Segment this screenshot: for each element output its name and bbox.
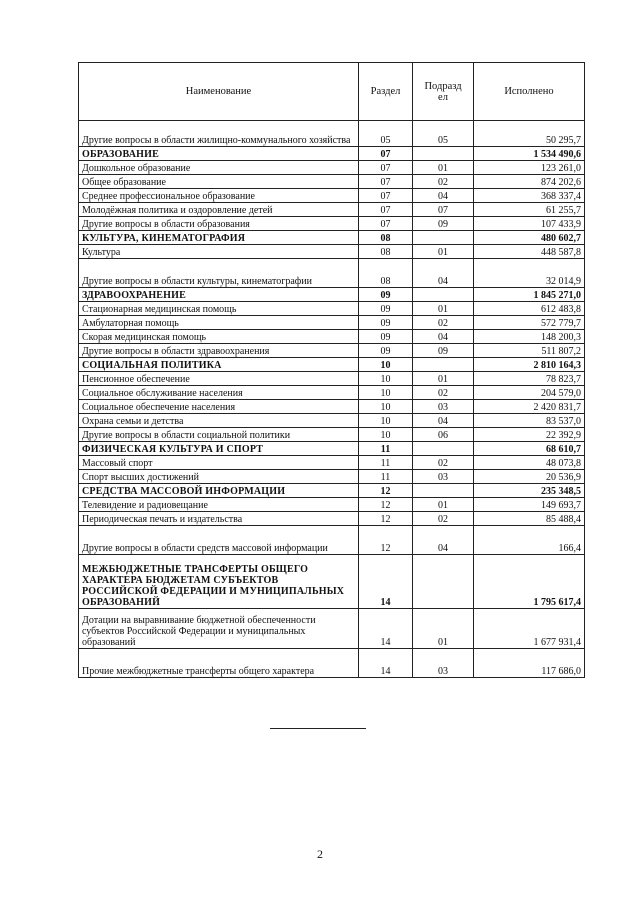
row-executed: 117 686,0 <box>474 649 585 678</box>
row-section: 08 <box>359 259 413 288</box>
header-executed: Исполнено <box>474 63 585 121</box>
row-name: Охрана семьи и детства <box>79 414 359 428</box>
row-subsection: 01 <box>413 302 474 316</box>
row-executed: 511 807,2 <box>474 344 585 358</box>
row-executed: 68 610,7 <box>474 442 585 456</box>
row-section: 07 <box>359 161 413 175</box>
header-subsection <box>413 63 474 121</box>
table-row <box>79 400 585 414</box>
row-executed: 61 255,7 <box>474 203 585 217</box>
row-subsection: 09 <box>413 344 474 358</box>
row-subsection <box>413 484 474 498</box>
table-row <box>79 358 585 372</box>
table-row <box>79 302 585 316</box>
row-name: Другие вопросы в области здравоохранения <box>79 344 359 358</box>
footer-separator-line <box>270 728 366 729</box>
row-subsection: 02 <box>413 316 474 330</box>
table-row <box>79 121 585 147</box>
row-section: 10 <box>359 386 413 400</box>
row-executed: 2 420 831,7 <box>474 400 585 414</box>
row-subsection <box>413 555 474 609</box>
row-executed: 107 433,9 <box>474 217 585 231</box>
row-executed: 32 014,9 <box>474 259 585 288</box>
table-row <box>79 231 585 245</box>
row-name: Другие вопросы в области образования <box>79 217 359 231</box>
row-subsection: 04 <box>413 330 474 344</box>
row-name: Социальное обслуживание населения <box>79 386 359 400</box>
header-section: Раздел <box>359 63 413 121</box>
row-name: Стационарная медицинская помощь <box>79 302 359 316</box>
row-subsection: 09 <box>413 217 474 231</box>
table-row <box>79 344 585 358</box>
header-name: Наименование <box>79 63 359 121</box>
row-subsection: 01 <box>413 372 474 386</box>
row-subsection: 02 <box>413 456 474 470</box>
table-row <box>79 414 585 428</box>
row-name: Скорая медицинская помощь <box>79 330 359 344</box>
row-name: СРЕДСТВА МАССОВОЙ ИНФОРМАЦИИ <box>79 484 359 498</box>
row-section: 10 <box>359 400 413 414</box>
row-section: 10 <box>359 358 413 372</box>
row-subsection: 07 <box>413 203 474 217</box>
page-number: 2 <box>317 847 323 861</box>
row-section: 12 <box>359 484 413 498</box>
table-row <box>79 330 585 344</box>
row-subsection: 04 <box>413 414 474 428</box>
budget-table <box>78 62 585 678</box>
row-name: МЕЖБЮДЖЕТНЫЕ ТРАНСФЕРТЫ ОБЩЕГО ХАРАКТЕРА БЮДЖЕТАМ СУБЪЕКТОВ РОССИЙСКОЙ ФЕДЕРАЦИИ И МУНИЦИПАЛЬНЫХ ОБРАЗОВАНИЙ <box>79 555 359 609</box>
row-section: 07 <box>359 175 413 189</box>
row-executed: 874 202,6 <box>474 175 585 189</box>
row-section: 12 <box>359 512 413 526</box>
row-name: КУЛЬТУРА, КИНЕМАТОГРАФИЯ <box>79 231 359 245</box>
row-name: ОБРАЗОВАНИЕ <box>79 147 359 161</box>
row-executed: 1 534 490,6 <box>474 147 585 161</box>
row-section: 14 <box>359 649 413 678</box>
row-executed: 48 073,8 <box>474 456 585 470</box>
row-subsection <box>413 288 474 302</box>
row-section: 14 <box>359 609 413 649</box>
row-executed: 22 392,9 <box>474 428 585 442</box>
row-section: 07 <box>359 147 413 161</box>
table-row <box>79 526 585 555</box>
row-executed: 2 810 164,3 <box>474 358 585 372</box>
row-name: Массовый спорт <box>79 456 359 470</box>
row-section: 10 <box>359 372 413 386</box>
table-row <box>79 161 585 175</box>
row-section: 11 <box>359 442 413 456</box>
row-name: Амбулаторная помощь <box>79 316 359 330</box>
row-section: 11 <box>359 456 413 470</box>
row-subsection: 01 <box>413 609 474 649</box>
row-subsection <box>413 358 474 372</box>
table-row <box>79 203 585 217</box>
row-executed: 1 795 617,4 <box>474 555 585 609</box>
row-section: 05 <box>359 121 413 147</box>
table-row <box>79 649 585 678</box>
row-subsection: 03 <box>413 470 474 484</box>
table-row <box>79 484 585 498</box>
row-executed: 480 602,7 <box>474 231 585 245</box>
row-executed: 78 823,7 <box>474 372 585 386</box>
row-section: 07 <box>359 203 413 217</box>
row-subsection: 01 <box>413 498 474 512</box>
row-section: 10 <box>359 428 413 442</box>
row-name: СОЦИАЛЬНАЯ ПОЛИТИКА <box>79 358 359 372</box>
table-row <box>79 175 585 189</box>
row-subsection: 01 <box>413 161 474 175</box>
row-executed: 166,4 <box>474 526 585 555</box>
row-subsection: 03 <box>413 649 474 678</box>
row-section: 14 <box>359 555 413 609</box>
table-row <box>79 316 585 330</box>
row-name: ЗДРАВООХРАНЕНИЕ <box>79 288 359 302</box>
row-name: Другие вопросы в области культуры, кинематографии <box>79 259 359 288</box>
row-subsection <box>413 442 474 456</box>
row-executed: 83 537,0 <box>474 414 585 428</box>
row-executed: 1 677 931,4 <box>474 609 585 649</box>
table-row <box>79 609 585 649</box>
table-row <box>79 245 585 259</box>
row-section: 10 <box>359 414 413 428</box>
row-name: Телевидение и радиовещание <box>79 498 359 512</box>
row-section: 07 <box>359 217 413 231</box>
table-row <box>79 147 585 161</box>
row-executed: 572 779,7 <box>474 316 585 330</box>
table-row <box>79 498 585 512</box>
row-executed: 448 587,8 <box>474 245 585 259</box>
table-row <box>79 456 585 470</box>
row-name: Прочие межбюджетные трансферты общего характера <box>79 649 359 678</box>
row-name: Общее образование <box>79 175 359 189</box>
table-row <box>79 217 585 231</box>
row-executed: 85 488,4 <box>474 512 585 526</box>
row-executed: 612 483,8 <box>474 302 585 316</box>
table-row <box>79 189 585 203</box>
row-name: Социальное обеспечение населения <box>79 400 359 414</box>
row-section: 12 <box>359 498 413 512</box>
row-name: Периодическая печать и издательства <box>79 512 359 526</box>
row-executed: 50 295,7 <box>474 121 585 147</box>
row-executed: 149 693,7 <box>474 498 585 512</box>
row-name: ФИЗИЧЕСКАЯ КУЛЬТУРА И СПОРТ <box>79 442 359 456</box>
table-row <box>79 288 585 302</box>
table-row <box>79 442 585 456</box>
row-section: 09 <box>359 302 413 316</box>
table-body <box>79 121 585 678</box>
row-name: Среднее профессиональное образование <box>79 189 359 203</box>
table-row <box>79 512 585 526</box>
row-name: Культура <box>79 245 359 259</box>
row-executed: 368 337,4 <box>474 189 585 203</box>
row-section: 09 <box>359 344 413 358</box>
table-row <box>79 428 585 442</box>
table-row <box>79 259 585 288</box>
row-section: 09 <box>359 330 413 344</box>
row-section: 08 <box>359 231 413 245</box>
row-section: 08 <box>359 245 413 259</box>
table-row <box>79 372 585 386</box>
row-subsection: 02 <box>413 175 474 189</box>
row-section: 11 <box>359 470 413 484</box>
table-row <box>79 470 585 484</box>
table-row <box>79 386 585 400</box>
row-executed: 1 845 271,0 <box>474 288 585 302</box>
row-executed: 204 579,0 <box>474 386 585 400</box>
row-section: 09 <box>359 288 413 302</box>
row-name: Другие вопросы в области жилищно-коммунального хозяйства <box>79 121 359 147</box>
row-section: 07 <box>359 189 413 203</box>
row-name: Другие вопросы в области социальной политики <box>79 428 359 442</box>
row-subsection: 05 <box>413 121 474 147</box>
row-subsection: 06 <box>413 428 474 442</box>
row-executed: 148 200,3 <box>474 330 585 344</box>
row-subsection <box>413 147 474 161</box>
table-row <box>79 555 585 609</box>
row-name: Пенсионное обеспечение <box>79 372 359 386</box>
row-executed: 123 261,0 <box>474 161 585 175</box>
row-subsection: 04 <box>413 189 474 203</box>
row-name: Другие вопросы в области средств массовой информации <box>79 526 359 555</box>
row-executed: 20 536,9 <box>474 470 585 484</box>
row-subsection <box>413 231 474 245</box>
header-subsection-text: Подразд ел <box>424 80 462 103</box>
row-name: Спорт высших достижений <box>79 470 359 484</box>
row-subsection: 01 <box>413 245 474 259</box>
row-section: 12 <box>359 526 413 555</box>
row-subsection: 04 <box>413 259 474 288</box>
row-executed: 235 348,5 <box>474 484 585 498</box>
row-section: 09 <box>359 316 413 330</box>
row-name: Молодёжная политика и оздоровление детей <box>79 203 359 217</box>
row-subsection: 04 <box>413 526 474 555</box>
row-name: Дошкольное образование <box>79 161 359 175</box>
row-subsection: 02 <box>413 386 474 400</box>
row-name: Дотации на выравнивание бюджетной обеспеченности субъектов Российской Федерации и муниципальных образований <box>79 609 359 649</box>
table-header-row <box>79 63 585 121</box>
row-subsection: 02 <box>413 512 474 526</box>
row-subsection: 03 <box>413 400 474 414</box>
